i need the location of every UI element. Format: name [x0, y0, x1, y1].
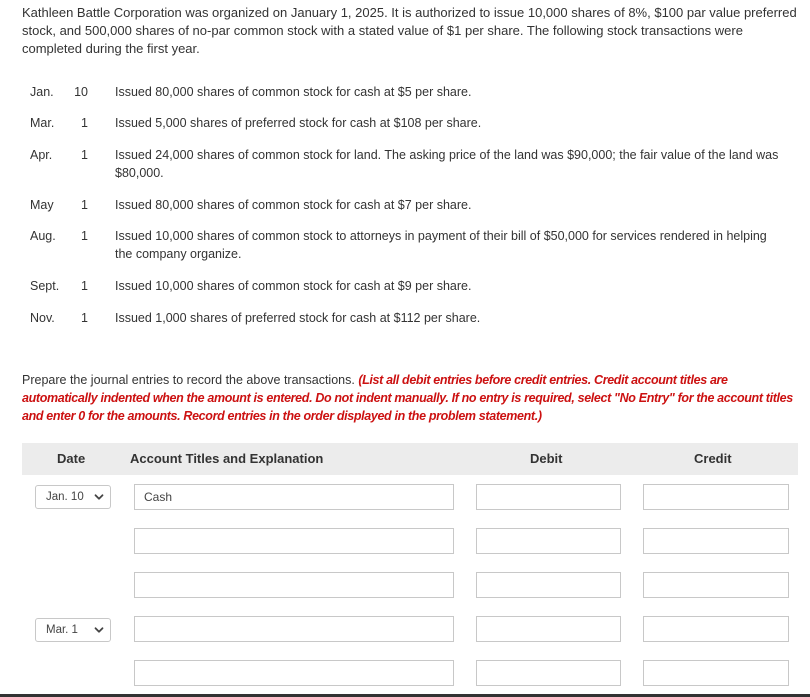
date-select-value: Mar. 1: [46, 624, 78, 636]
debit-amount-input[interactable]: [476, 616, 621, 642]
transaction-month: Aug.: [30, 229, 56, 243]
header-credit: Credit: [694, 451, 732, 466]
chevron-down-icon: [93, 491, 105, 503]
transaction-day: 10: [74, 85, 88, 99]
account-title-input[interactable]: [134, 528, 454, 554]
transaction-month: May: [30, 198, 54, 212]
debit-amount-input[interactable]: [476, 572, 621, 598]
transaction-day: 1: [81, 198, 88, 212]
header-date: Date: [57, 451, 86, 466]
problem-intro: Kathleen Battle Corporation was organized on January 1, 2025. It is authorized to issue 10,000 shares of 8%, $100 par value preferred stock, and 500,000 shares of no-par common stock with a stated value of $1 per share. The following stock transactions were completed during the first year.: [22, 5, 797, 56]
transaction-day: 1: [81, 116, 88, 130]
transaction-month: Mar.: [30, 116, 55, 130]
transaction-description: Issued 80,000 shares of common stock for cash at $7 per share.: [115, 198, 472, 212]
transaction-description: Issued 1,000 shares of preferred stock for cash at $112 per share.: [115, 311, 481, 325]
credit-amount-input[interactable]: [643, 484, 789, 510]
instructions-emphasis: (List all debit entries before credit entries. Credit account titles are automatically indented when the amount is entered. Do not indent manually. If no entry is required, select "No Entry" for the account titles and enter 0 for the amounts. Record entries in the order displayed in the problem statement.): [22, 373, 793, 423]
transaction-description: Issued 80,000 shares of common stock for cash at $5 per share.: [115, 85, 472, 99]
chevron-down-icon: [93, 624, 105, 636]
debit-amount-input[interactable]: [476, 484, 621, 510]
account-title-input[interactable]: [134, 484, 454, 510]
debit-amount-input[interactable]: [476, 660, 621, 686]
transaction-month: Nov.: [30, 311, 55, 325]
transaction-day: 1: [81, 279, 88, 293]
transaction-description: Issued 10,000 shares of common stock for cash at $9 per share.: [115, 279, 472, 293]
date-select-value: Jan. 10: [46, 491, 84, 503]
credit-amount-input[interactable]: [643, 660, 789, 686]
transaction-description: Issued 10,000 shares of common stock to attorneys in payment of their bill of $50,000 for services rendered in helping the company organize.: [115, 229, 767, 261]
transaction-day: 1: [81, 311, 88, 325]
transaction-month: Sept.: [30, 279, 60, 293]
instructions: [22, 371, 798, 425]
transaction-description: Issued 5,000 shares of preferred stock for cash at $108 per share.: [115, 116, 482, 130]
transaction-description: Issued 24,000 shares of common stock for land. The asking price of the land was $90,000; the fair value of the land was $80,000.: [115, 148, 779, 180]
transaction-month: Jan.: [30, 85, 54, 99]
header-account: Account Titles and Explanation: [130, 451, 324, 466]
credit-amount-input[interactable]: [643, 528, 789, 554]
account-title-input[interactable]: [134, 572, 454, 598]
credit-amount-input[interactable]: [643, 572, 789, 598]
date-select[interactable]: [35, 485, 111, 509]
debit-amount-input[interactable]: [476, 528, 621, 554]
instructions-lead: Prepare the journal entries to record the above transactions.: [22, 373, 359, 387]
transaction-month: Apr.: [30, 148, 53, 162]
journal-table-header: [22, 443, 798, 475]
credit-amount-input[interactable]: [643, 616, 789, 642]
transaction-day: 1: [81, 229, 88, 243]
transaction-day: 1: [81, 148, 88, 162]
account-title-input[interactable]: [134, 660, 454, 686]
date-select[interactable]: [35, 618, 111, 642]
account-title-input[interactable]: [134, 616, 454, 642]
header-debit: Debit: [530, 451, 563, 466]
